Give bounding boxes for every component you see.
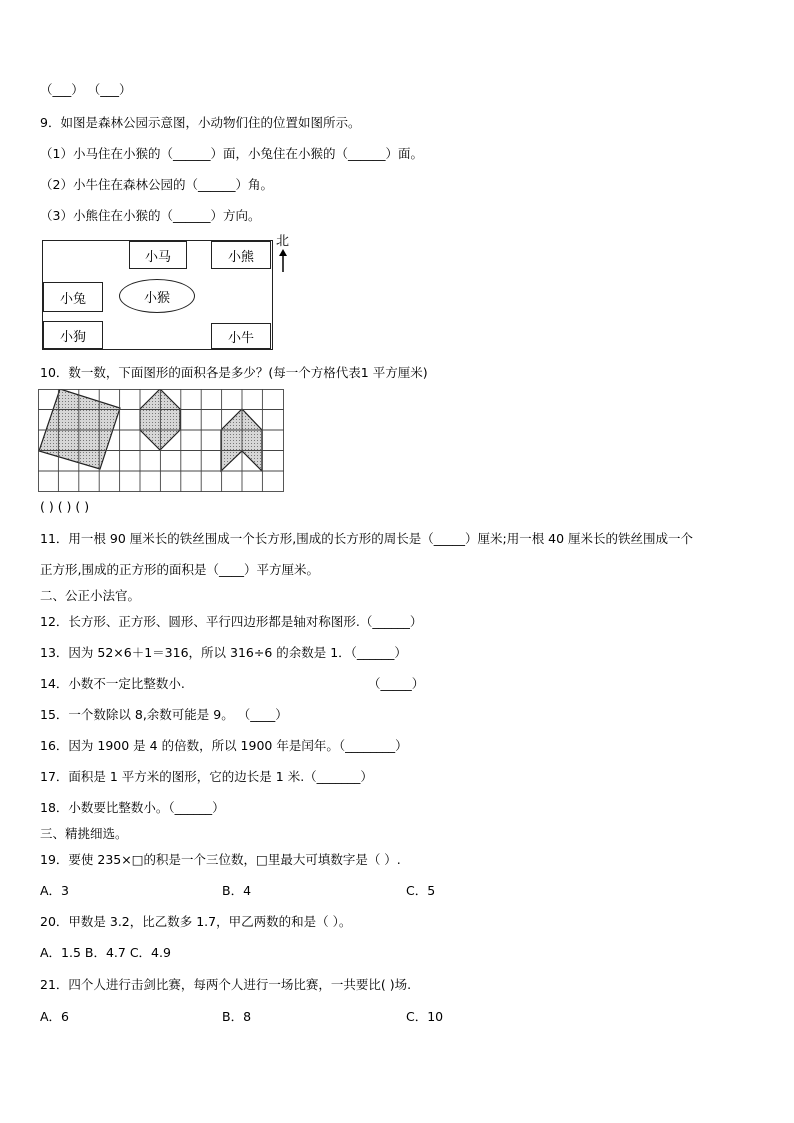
q9-sub2: （2）小牛住在森林公园的（______）角。: [40, 177, 273, 192]
q10-title: 10．数一数，下面图形的面积各是多少？(每一个方格代表1 平方厘米): [40, 365, 428, 380]
section-3-heading: 三、精挑细选。: [40, 826, 128, 841]
q14-text: 14．小数不一定比整数小.: [40, 676, 185, 691]
area-grid-figure: [38, 389, 288, 493]
q11-line1: 11．用一根 90 厘米长的铁丝围成一个长方形,围成的长方形的周长是（_____）厘米;用一根 40 厘米长的铁丝围成一个: [40, 531, 694, 546]
q9-title: 9．如图是森林公园示意图，小动物们住的位置如图所示。: [40, 115, 361, 130]
q9-sub3: （3）小熊住在小猴的（______）方向。: [40, 208, 261, 223]
q8-answer-blanks: （___） （___）: [40, 82, 132, 97]
q18: 18．小数要比整数小。（______）: [40, 800, 225, 815]
map-horse: 小马: [129, 241, 187, 269]
q19-title: 19．要使 235×□的积是一个三位数，□里最大可填数字是（ ）.: [40, 852, 401, 867]
q20-options: A．1.5 B．4.7 C．4.9: [40, 945, 171, 960]
q19-option-b: B．4: [222, 883, 252, 898]
q15: 15．一个数除以 8,余数可能是 9。 （____）: [40, 707, 288, 722]
map-rabbit: 小兔: [43, 282, 103, 312]
q21-option-b: B．8: [222, 1009, 252, 1024]
q12: 12．长方形、正方形、圆形、平行四边形都是轴对称图形.（______）: [40, 614, 423, 629]
q20-title: 20．甲数是 3.2，比乙数多 1.7，甲乙两数的和是（ ）。: [40, 914, 352, 929]
map-cow: 小牛: [211, 323, 271, 349]
q14-blank: （_____）: [368, 676, 425, 691]
q19-option-a: A．3: [40, 883, 70, 898]
q13: 13．因为 52×6＋1＝316，所以 316÷6 的余数是 1．（______）: [40, 645, 407, 660]
section-2-heading: 二、公正小法官。: [40, 588, 141, 603]
map-bear: 小熊: [211, 241, 271, 269]
q17: 17．面积是 1 平方米的图形，它的边长是 1 米.（_______）: [40, 769, 373, 784]
q19-option-c: C．5: [406, 883, 436, 898]
q21-title: 21．四个人进行击剑比赛，每两个人进行一场比赛，一共要比( )场.: [40, 977, 412, 992]
q10-answer-blanks: ( ) ( ) ( ): [40, 499, 90, 514]
forest-park-map: [42, 240, 273, 350]
q16: 16．因为 1900 是 4 的倍数，所以 1900 年是闰年。（________）: [40, 738, 408, 753]
north-label: 北: [276, 234, 290, 249]
q21-option-c: C．10: [406, 1009, 444, 1024]
shape-tilted-square: [39, 389, 120, 469]
north-arrow-icon: [277, 249, 289, 273]
q9-sub1: （1）小马住在小猴的（______）面，小兔住在小猴的（______）面。: [40, 146, 423, 161]
map-dog: 小狗: [43, 321, 103, 349]
shape-arrow: [221, 409, 262, 471]
q11-line2: 正方形,围成的正方形的面积是（____）平方厘米。: [40, 562, 319, 577]
map-monkey: 小猴: [119, 279, 195, 313]
q21-option-a: A．6: [40, 1009, 70, 1024]
